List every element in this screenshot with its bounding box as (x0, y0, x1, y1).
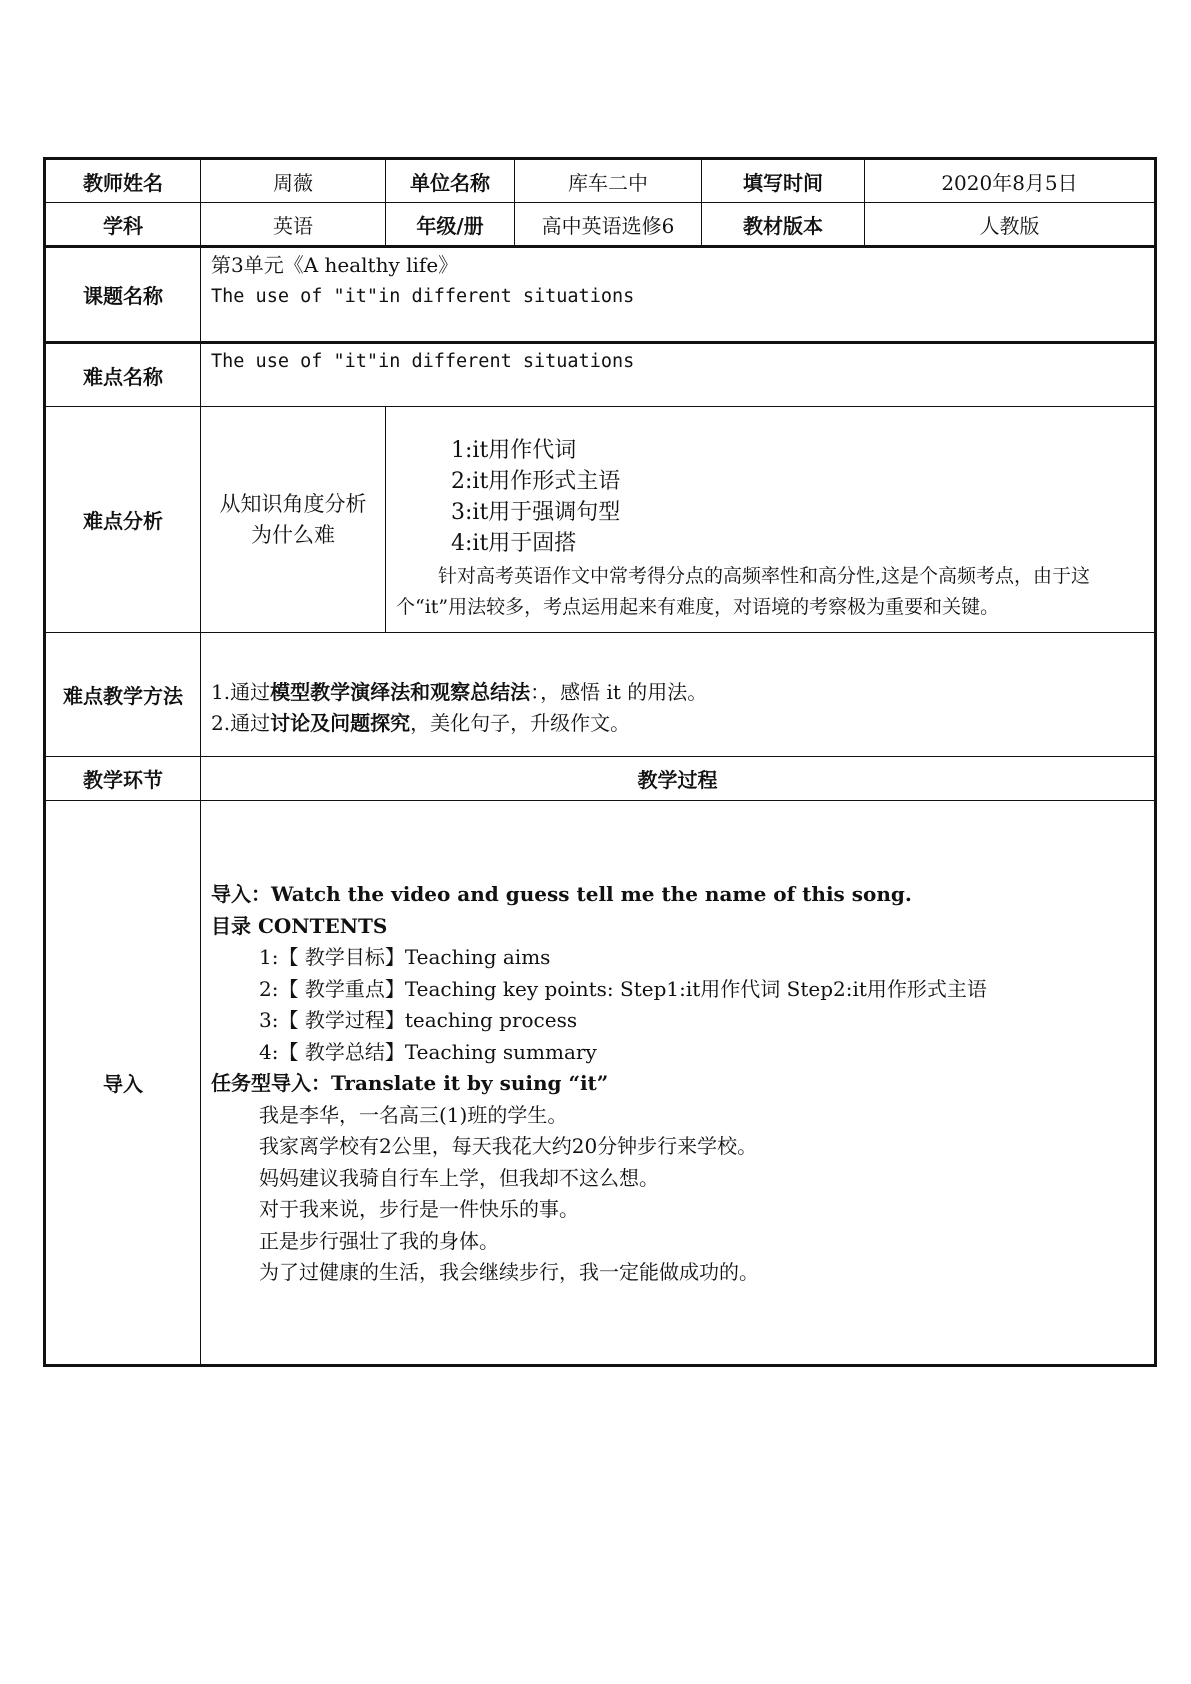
grade-label: 年级/册 (386, 203, 515, 247)
task-heading: 任务型导入：Translate it by suing “it” (211, 1071, 609, 1095)
edition-value: 人教版 (865, 203, 1156, 247)
difficulty-text: The use of "it"in different situations (211, 351, 635, 372)
unit-value: 库车二中 (515, 159, 702, 203)
unit-label: 单位名称 (386, 159, 515, 203)
method-item-2-prefix: 2.通过 (211, 711, 271, 735)
analysis-list (386, 407, 1154, 623)
analysis-point-3: 3:it用于强调句型 (451, 500, 621, 525)
analysis-point-4: 4:it用于固搭 (451, 531, 577, 556)
method-item-2-bold: 讨论及问题探究 (270, 711, 411, 735)
sentence-5: 正是步行强壮了我的身体。 (259, 1228, 499, 1253)
analysis-row (45, 407, 1156, 633)
analysis-content (386, 407, 1156, 633)
method-content (201, 633, 1156, 757)
intro-heading: 导入：Watch the video and guess tell me the name of this song. (211, 882, 912, 906)
topic-line-2: The use of "it"in different situations (211, 286, 635, 307)
grade-value: 高中英语选修6 (515, 203, 702, 247)
analysis-sub-label (201, 407, 386, 633)
difficulty-row (45, 343, 1156, 407)
sentence-1: 我是李华，一名高三(1)班的学生。 (259, 1102, 568, 1127)
process-label: 教学过程 (201, 757, 1156, 801)
contents-item-3: 3:【 教学过程】teaching process (259, 1008, 578, 1032)
process-header-row (45, 757, 1156, 801)
topic-content (201, 247, 1156, 343)
teacher-label: 教师姓名 (45, 159, 201, 203)
header-row-1 (45, 159, 1156, 203)
topic-line-1: 第3单元《A healthy life》 (211, 253, 459, 277)
contents-item-4: 4:【 教学总结】Teaching summary (259, 1039, 597, 1064)
contents-item-1: 1:【 教学目标】Teaching aims (259, 945, 551, 969)
difficulty-content (201, 343, 1156, 407)
analysis-point-1: 1:it用作代词 (451, 438, 577, 463)
analysis-paragraph: 针对高考英语作文中常考得分点的高频率性和高分性,这是个高频考点，由于这个“it”用法较多，考点运用起来有难度，对语境的考察极为重要和关键。 (396, 565, 1091, 618)
analysis-sub-label-line-2: 为什么难 (251, 522, 335, 547)
topic-row (45, 247, 1156, 343)
lesson-plan-table (43, 157, 1157, 1367)
topic-label: 课题名称 (45, 247, 201, 343)
header-row-2 (45, 203, 1156, 247)
intro-content (201, 801, 1156, 1366)
contents-item-2: 2:【 教学重点】Teaching key points: Step1:it用作代词 Step2:it用作形式主语 (259, 976, 987, 1001)
subject-label: 学科 (45, 203, 201, 247)
analysis-sub-label-line-1: 从知识角度分析 (219, 491, 367, 516)
method-item-2-suffix: ，美化句子，升级作文。 (410, 711, 631, 735)
difficulty-label: 难点名称 (45, 343, 201, 407)
method-item-1-prefix: 1.通过 (211, 680, 271, 704)
date-value: 2020年8月5日 (865, 159, 1156, 203)
method-item-1-suffix: ：，感悟 it 的用法。 (530, 680, 708, 704)
method-row (45, 633, 1156, 757)
method-item-1 (211, 677, 1144, 708)
date-label: 填写时间 (702, 159, 865, 203)
analysis-label: 难点分析 (45, 407, 201, 633)
sentence-6: 为了过健康的生活，我会继续步行，我一定能做成功的。 (259, 1260, 759, 1284)
teacher-value: 周薇 (201, 159, 386, 203)
sentence-2: 我家离学校有2公里，每天我花大约20分钟步行来学校。 (259, 1134, 758, 1158)
method-item-2 (211, 708, 1144, 739)
edition-label: 教材版本 (702, 203, 865, 247)
method-item-1-bold: 模型教学演绎法和观察总结法 (270, 680, 531, 704)
sentence-3: 妈妈建议我骑自行车上学，但我却不这么想。 (259, 1165, 659, 1190)
contents-heading: 目录 CONTENTS (211, 913, 388, 938)
intro-row (45, 801, 1156, 1366)
intro-label: 导入 (45, 801, 201, 1366)
sentence-4: 对于我来说，步行是一件快乐的事。 (259, 1197, 579, 1221)
method-label: 难点教学方法 (45, 633, 201, 757)
subject-value: 英语 (201, 203, 386, 247)
analysis-point-2: 2:it用作形式主语 (451, 469, 621, 494)
stage-label: 教学环节 (45, 757, 201, 801)
